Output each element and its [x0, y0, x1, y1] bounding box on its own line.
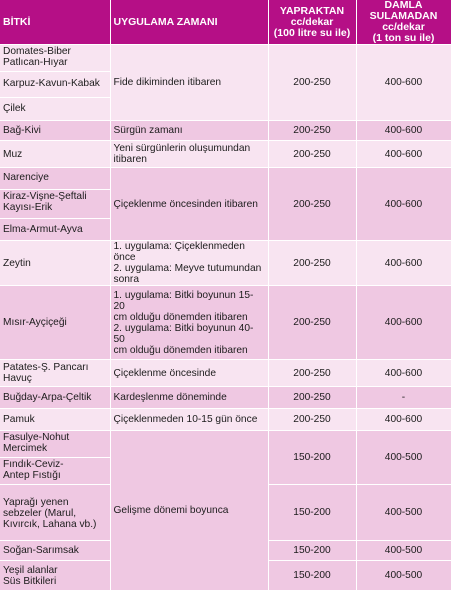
crop-cell — [0, 431, 110, 485]
foliar-dose: 200-250 — [268, 241, 356, 286]
crop-cell — [0, 168, 110, 241]
table-row — [0, 431, 451, 485]
crop-name: Mısır-Ayçiçeği — [0, 286, 110, 360]
timing-cell: Kardeşlenme döneminde — [110, 387, 268, 409]
table-row — [0, 241, 451, 286]
drip-dose: 400-600 — [356, 168, 451, 241]
header-foliar-note: (100 litre su ile) — [273, 26, 351, 39]
table-row — [0, 168, 451, 241]
table-row — [0, 286, 451, 360]
foliar-dose: 200-250 — [268, 409, 356, 431]
header-drip-note: (1 ton su ile) — [372, 32, 435, 44]
crop-name: Domates-Biber Patlıcan-Hıyar — [0, 45, 110, 72]
timing-cell: 1. uygulama: Çiçeklenmeden önce 2. uygulama: Meyve tutumundan sonra — [110, 241, 268, 286]
foliar-dose: 150-200 — [268, 541, 356, 561]
crop-name: Kiraz-Vişne-Şeftali Kayısı-Erik — [0, 190, 110, 219]
header-foliar — [268, 0, 356, 45]
foliar-dose: 200-250 — [268, 360, 356, 387]
drip-dose: 400-500 — [356, 431, 451, 485]
drip-dose: 400-600 — [356, 286, 451, 360]
crop-cell — [0, 45, 110, 121]
timing-cell: Çiçeklenmeden 10-15 gün önce — [110, 409, 268, 431]
timing-cell: Çiçeklenme öncesinde — [110, 360, 268, 387]
crop-name: Pamuk — [0, 409, 110, 431]
drip-dose: 400-600 — [356, 121, 451, 141]
foliar-dose: 200-250 — [268, 387, 356, 409]
foliar-dose: 150-200 — [268, 561, 356, 591]
crop-name: Karpuz-Kavun-Kabak — [0, 72, 110, 98]
foliar-dose: 200-250 — [268, 141, 356, 168]
crop-name: Muz — [0, 141, 110, 168]
timing-cell: Fide dikiminden itibaren — [110, 45, 268, 121]
drip-dose: 400-600 — [356, 409, 451, 431]
timing-cell: Gelişme dönemi boyunca — [110, 431, 268, 591]
drip-dose: 400-500 — [356, 541, 451, 561]
drip-dose: 400-500 — [356, 561, 451, 591]
timing-cell: Çiçeklenme öncesinden itibaren — [110, 168, 268, 241]
header-drip — [356, 0, 451, 45]
crop-name: Yaprağı yenen sebzeler (Marul, Kıvırcık, Lahana vb.) — [0, 485, 110, 541]
drip-dose: 400-600 — [356, 45, 451, 121]
table-row — [0, 45, 451, 121]
crop-name: Bağ-Kivi — [0, 121, 110, 141]
timing-cell: 1. uygulama: Bitki boyunun 15-20 cm olduğu dönemden itibaren 2. uygulama: Bitki boyunun 40-50 cm olduğu dönemden itibaren — [110, 286, 268, 360]
header-timing: UYGULAMA ZAMANI — [110, 0, 268, 45]
table-row — [0, 141, 451, 168]
crop-name: Patates-Ş. Pancarı Havuç — [0, 360, 110, 387]
crop-name: Fındık-Ceviz- Antep Fıstığı — [3, 459, 64, 481]
header-foliar-unit: cc/dekar — [290, 15, 334, 28]
table-row — [0, 387, 451, 409]
foliar-dose: 200-250 — [268, 121, 356, 141]
drip-dose: - — [356, 387, 451, 409]
foliar-dose: 150-200 — [268, 431, 356, 485]
crop-name: Narenciye — [0, 168, 110, 190]
drip-dose: 400-500 — [356, 485, 451, 541]
table-row — [0, 409, 451, 431]
crop-name: Elma-Armut-Ayva — [3, 224, 83, 235]
crop-name: Zeytin — [0, 241, 110, 286]
header-foliar-title: YAPRAKTAN — [279, 4, 345, 17]
header-crop: BİTKİ — [0, 0, 110, 45]
header-drip-unit: cc/dekar — [382, 21, 425, 33]
crop-name: Soğan-Sarımsak — [0, 541, 110, 561]
header-drip-title: DAMLA SULAMADAN — [369, 0, 438, 22]
crop-name: Buğday-Arpa-Çeltik — [0, 387, 110, 409]
table-row — [0, 360, 451, 387]
drip-dose: 400-600 — [356, 360, 451, 387]
foliar-dose: 150-200 — [268, 485, 356, 541]
foliar-dose: 200-250 — [268, 286, 356, 360]
foliar-dose: 200-250 — [268, 45, 356, 121]
drip-dose: 400-600 — [356, 141, 451, 168]
crop-name: Yeşil alanlar Süs Bitkileri — [0, 561, 110, 591]
crop-name: Fasulye-Nohut Mercimek — [0, 431, 110, 458]
table-header-row — [0, 0, 451, 45]
timing-cell: Yeni sürgünlerin oluşumundan itibaren — [110, 141, 268, 168]
table-row — [0, 121, 451, 141]
foliar-dose: 200-250 — [268, 168, 356, 241]
crop-name: Çilek — [3, 103, 26, 114]
timing-cell: Sürgün zamanı — [110, 121, 268, 141]
drip-dose: 400-600 — [356, 241, 451, 286]
